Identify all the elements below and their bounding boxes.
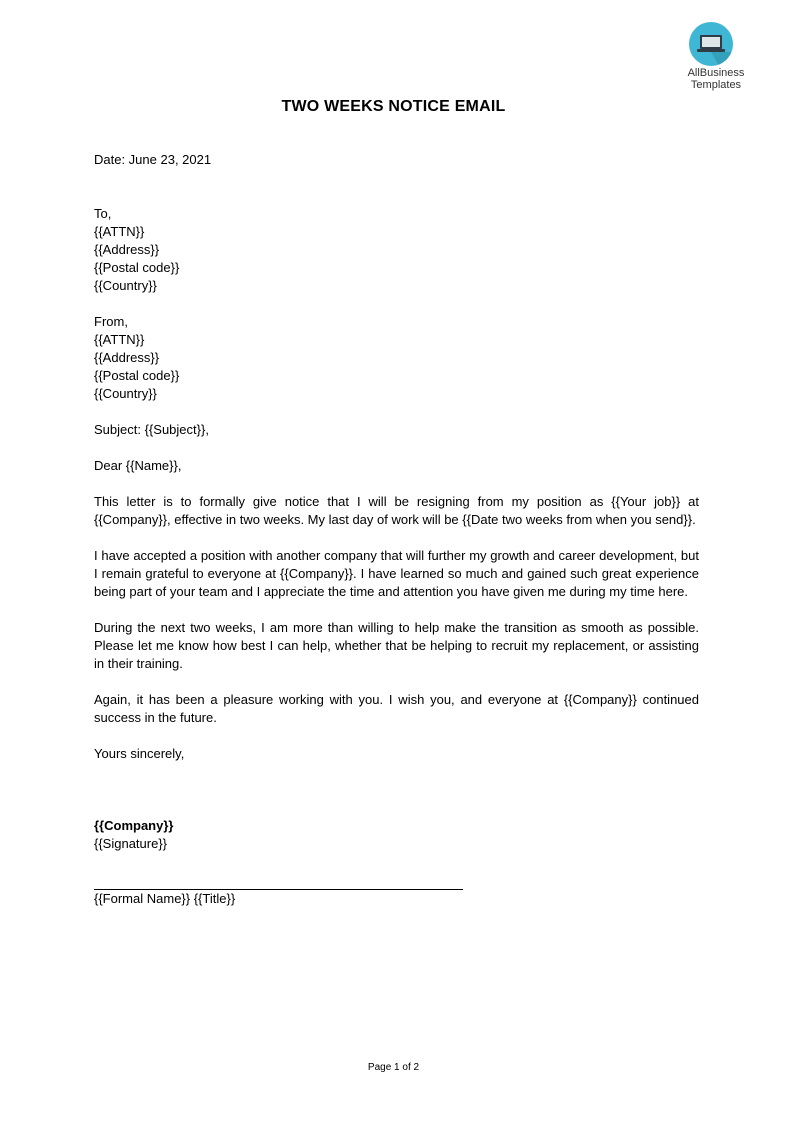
document-title: TWO WEEKS NOTICE EMAIL [281, 98, 506, 115]
laptop-icon [689, 22, 733, 66]
logo-text-line1: AllBusiness [687, 67, 745, 79]
date-line: Date: June 23, 2021 [94, 152, 212, 167]
closing: Yours sincerely, [94, 746, 185, 761]
allbusiness-templates-logo [676, 20, 756, 96]
from-address: {{Address}} [94, 350, 160, 365]
subject-line: Subject: {{Subject}}, [94, 422, 209, 437]
page-number: Page 1 of 2 [367, 1062, 420, 1073]
letter-body [94, 151, 699, 908]
paragraph-new-position: I have accepted a position with another company that will further my growth and career development, but I remain grateful to everyone at {{Company}}. I have learned so much and gained such great experience being part of your team and I appreciate the time and attention you have given me during my time here. [94, 548, 699, 599]
paragraph-notice: This letter is to formally give notice that I will be resigning from my position as {{Your job}} at {{Company}}, effective in two weeks. My last day of work will be {{Date two weeks from when you send}}. [94, 494, 699, 527]
paragraph-transition: During the next two weeks, I am more than willing to help make the transition as smooth as possible. Please let me know how best I can help, whether that be helping to recruit my replacement, or assisting in their training. [94, 620, 699, 671]
to-attn: {{ATTN}} [94, 224, 145, 239]
from-postal-code: {{Postal code}} [94, 368, 180, 383]
signature-company: {{Company}} [94, 818, 174, 833]
recipient-block [94, 205, 699, 295]
to-country: {{Country}} [94, 278, 157, 293]
sender-block [94, 313, 699, 403]
to-address: {{Address}} [94, 242, 160, 257]
from-attn: {{ATTN}} [94, 332, 145, 347]
logo-text-line2: Templates [690, 79, 742, 91]
formal-name-title: {{Formal Name}} {{Title}} [94, 891, 236, 906]
from-country: {{Country}} [94, 386, 157, 401]
from-heading: From, [94, 314, 128, 329]
salutation: Dear {{Name}}, [94, 458, 182, 473]
to-heading: To, [94, 206, 112, 221]
signature-placeholder: {{Signature}} [94, 836, 168, 851]
paragraph-closing-thanks: Again, it has been a pleasure working with you. I wish you, and everyone at {{Company}} continued success in the future. [94, 692, 699, 725]
to-postal-code: {{Postal code}} [94, 260, 180, 275]
